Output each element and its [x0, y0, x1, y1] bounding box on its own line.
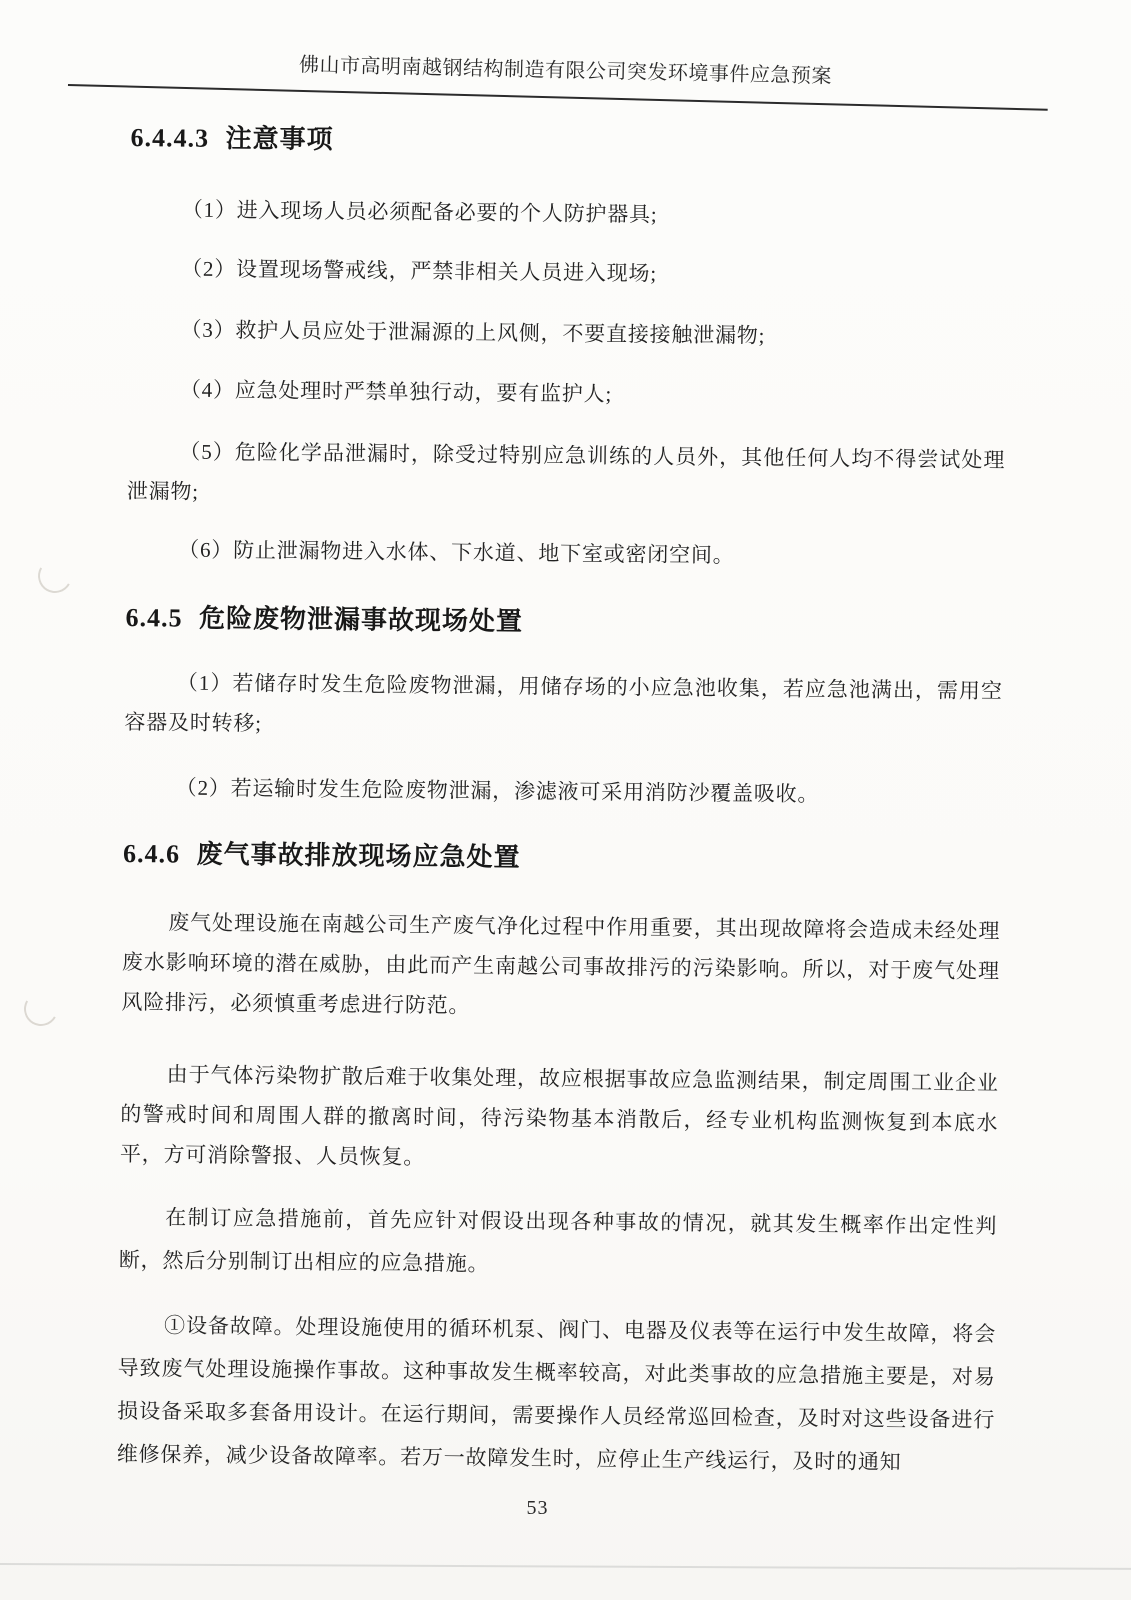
section-heading: 6.4.6 废气事故排放现场应急处置: [122, 838, 521, 873]
hole-punch-mark: [34, 555, 76, 597]
section-waste-gas-accident: [117, 837, 1002, 1485]
list-item: （5）危险化学品泄漏时，除受过特别应急训练的人员外，其他任何人均不得尝试处理泄漏物;: [126, 439, 1006, 504]
body-paragraph: ①设备故障。处理设施使用的循环机泵、阀门、电器及仪表等在运行中发生故障，将会导致废气处理设施操作事故。这种事故发生概率较高，对此类事故的应急措施主要是，对易损设备采取多套备用设计。在运行期间，需要操作人员经常巡回检查，及时对这些设备进行维修保养，减少设备故障率。若万一故障发生时，应停止生产线运行，及时的通知: [116, 1313, 997, 1475]
scan-edge-shadow: [0, 1563, 1131, 1570]
body-paragraph: 由于气体污染物扩散后难于收集处理，故应根据事故应急监测结果，制定周围工业企业的警戒时间和周围人群的撤离时间，待污染物基本消散后，经专业机构监测恢复到本底水平，方可消除警报、人员恢复。: [119, 1062, 999, 1170]
section-heading: 6.4.4.3 注意事项: [130, 122, 334, 155]
document-body: [117, 0, 1010, 1485]
section-notes: [126, 121, 1009, 578]
list-item: （2）设置现场警戒线，严禁非相关人员进入现场;: [181, 256, 658, 286]
section-heading: 6.4.5 危险废物泄漏事故现场处置: [125, 602, 524, 637]
hole-punch-mark: [20, 988, 62, 1030]
list-item: （1）进入现场人员必须配备必要的个人防护器具;: [181, 197, 658, 227]
list-item: （4）应急处理时严禁单独行动，要有监护人;: [179, 377, 613, 407]
list-item: （2）若运输时发生危险废物泄漏，渗滤液可采用消防沙覆盖吸收。: [175, 775, 820, 807]
body-paragraph: 在制订应急措施前，首先应针对假设出现各种事故的情况，就其发生概率作出定性判断，然后分别制订出相应的应急措施。: [118, 1205, 998, 1276]
section-hazardous-waste-leak: [124, 601, 1004, 816]
page-number: 53: [526, 1497, 549, 1519]
list-item: （1）若储存时发生危险废物泄漏，用储存场的小应急池收集，若应急池满出，需用空容器及时转移;: [124, 670, 1003, 736]
body-paragraph: 废气处理设施在南越公司生产废气净化过程中作用重要，其出现故障将会造成未经处理废水影响环境的潜在威胁，由此而产生南越公司事故排污的污染影响。所以，对于废气处理风险排污，必须慎重考虑进行防范。: [121, 910, 1001, 1018]
list-item: （3）救护人员应处于泄漏源的上风侧，不要直接接触泄漏物;: [180, 317, 766, 348]
list-item: （6）防止泄漏物进入水体、下水道、地下室或密闭空间。: [178, 537, 735, 568]
header-title: 佛山市高明南越钢结构制造有限公司突发环境事件应急预案: [298, 54, 833, 88]
